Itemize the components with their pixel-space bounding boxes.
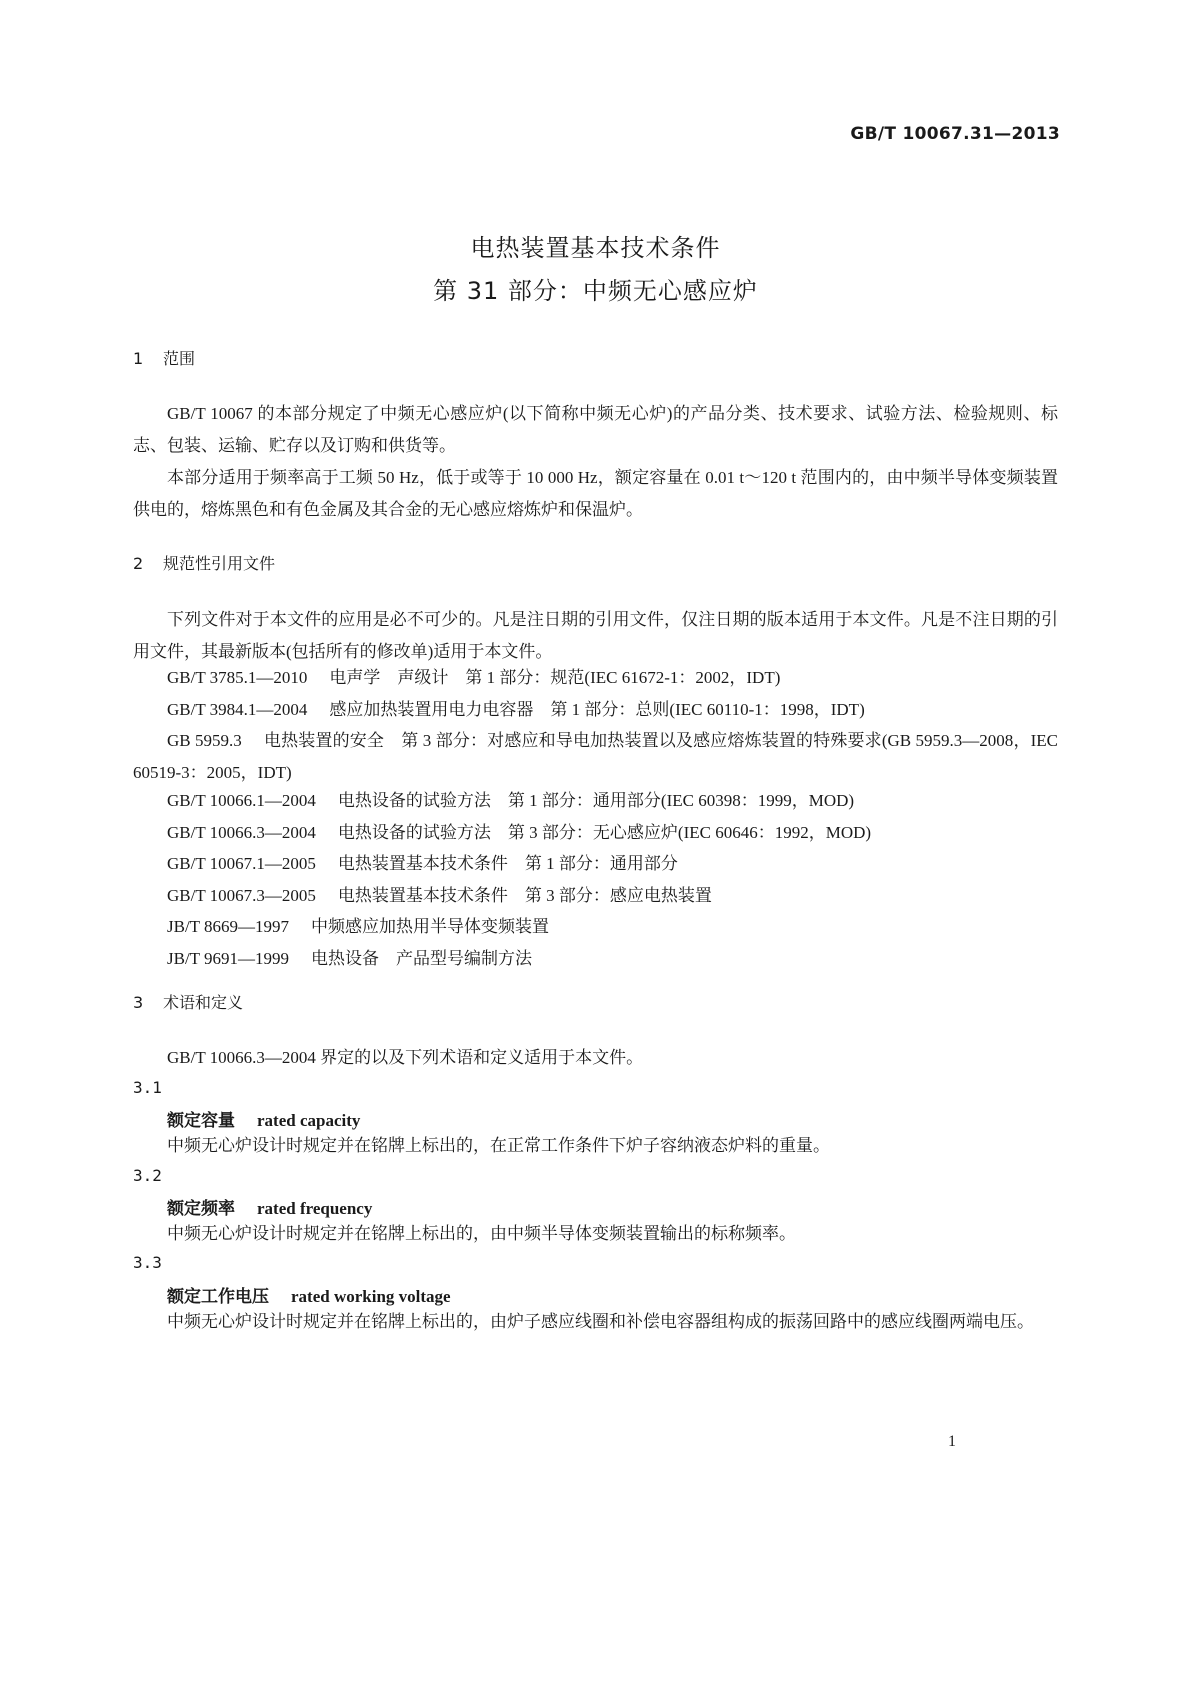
reference-code: JB/T 8669—1997 [167,917,290,937]
term-heading [167,1282,451,1307]
reference-item [167,662,865,694]
term-number: 3.3 [133,1253,162,1272]
section-number: 3 [133,993,144,1012]
reference-title: 电热装置的安全 第 3 部分：对感应和导电加热装置以及感应熔炼装置的特殊要求(GB 5959.3—2008，IEC 60519-3：2005，IDT) [133,731,1058,782]
section-title: 规范性引用文件 [163,554,276,573]
reference-title: 中频感应加热用半导体变频装置 [311,917,550,937]
reference-code: GB/T 10066.3—2004 [167,822,316,842]
term-en: rated capacity [257,1111,361,1130]
term-definition [133,1306,1058,1338]
section-title: 范围 [163,349,196,368]
term-definition [133,1218,1058,1250]
reference-list-b [167,785,871,975]
standard-number: GB/T 10067.31—2013 [850,124,1060,144]
section-2-intro [133,604,1058,668]
paragraph: GB/T 10067 的本部分规定了中频无心感应炉(以下简称中频无心炉)的产品分类、技术要求、试验方法、检验规则、标志、包装、运输、贮存以及订购和供货等。 [133,404,1058,455]
section-1-body [133,398,1058,526]
page-number: 1 [948,1433,956,1450]
definition-text: 中频无心炉设计时规定并在铭牌上标出的，由中频半导体变频装置输出的标称频率。 [167,1224,796,1243]
section-title: 术语和定义 [163,993,244,1012]
term-heading [167,1194,372,1219]
paragraph: GB/T 10066.3—2004 界定的以及下列术语和定义适用于本文件。 [167,1048,644,1067]
reference-title: 电声学 声级计 第 1 部分：规范(IEC 61672-1：2002，IDT) [329,668,781,687]
reference-title: 电热设备的试验方法 第 3 部分：无心感应炉(IEC 60646：1992，MOD) [337,822,872,842]
section-number: 1 [133,349,144,368]
reference-code: GB 5959.3 [167,731,242,750]
definition-text: 中频无心炉设计时规定并在铭牌上标出的，在正常工作条件下炉子容纳液态炉料的重量。 [167,1136,830,1155]
reference-code: GB/T 10066.1—2004 [167,791,316,810]
reference-code: GB/T 3785.1—2010 [167,668,308,687]
term-number: 3.1 [133,1078,162,1097]
term-en: rated frequency [257,1199,373,1218]
reference-item [167,817,871,849]
reference-item [167,911,871,943]
section-1-heading [133,346,195,369]
document-title-line2: 第 31 部分：中频无心感应炉 [433,277,758,305]
reference-title: 电热设备的试验方法 第 1 部分：通用部分(IEC 60398：1999，MOD) [337,791,855,810]
reference-title: 电热装置基本技术条件 第 1 部分：通用部分 [337,854,678,874]
section-2-heading [133,551,275,574]
term-zh: 额定容量 [167,1111,235,1131]
reference-code: GB/T 3984.1—2004 [167,699,308,719]
paragraph: 本部分适用于频率高于工频 50 Hz，低于或等于 10 000 Hz，额定容量在 0.01 t～120 t 范围内的，由中频半导体变频装置供电的，熔炼黑色和有色金属及其合金的无心感应熔炼炉和保温炉。 [133,468,1058,519]
reference-title: 电热装置基本技术条件 第 3 部分：感应电热装置 [337,885,712,905]
document-title-line1: 电热装置基本技术条件 [470,234,721,262]
reference-list-a [167,662,865,725]
section-3-heading [133,990,243,1013]
reference-item [167,848,871,880]
reference-title: 电热设备 产品型号编制方法 [311,948,533,968]
reference-code: GB/T 10067.1—2005 [167,854,316,874]
reference-item [167,694,865,726]
section-number: 2 [133,554,144,573]
reference-code: GB/T 10067.3—2005 [167,885,316,905]
definition-text: 中频无心炉设计时规定并在铭牌上标出的，由炉子感应线圈和补偿电容器组构成的振荡回路中的感应线圈两端电压。 [167,1312,1034,1331]
term-heading [167,1106,360,1131]
reference-item [167,880,871,912]
term-en: rated working voltage [291,1287,451,1306]
reference-code: JB/T 9691—1999 [167,948,290,968]
reference-item-wrapped [133,725,1058,788]
reference-item [167,785,871,817]
paragraph: 下列文件对于本文件的应用是必不可少的。凡是注日期的引用文件，仅注日期的版本适用于本文件。凡是不注日期的引用文件，其最新版本(包括所有的修改单)适用于本文件。 [133,610,1058,661]
term-number: 3.2 [133,1166,162,1185]
term-zh: 额定频率 [167,1199,235,1219]
reference-title: 感应加热装置用电力电容器 第 1 部分：总则(IEC 60110-1：1998，IDT) [329,699,865,719]
section-3-intro [133,1042,1058,1074]
term-zh: 额定工作电压 [167,1287,269,1307]
term-definition [133,1130,1058,1162]
reference-item [167,943,871,975]
